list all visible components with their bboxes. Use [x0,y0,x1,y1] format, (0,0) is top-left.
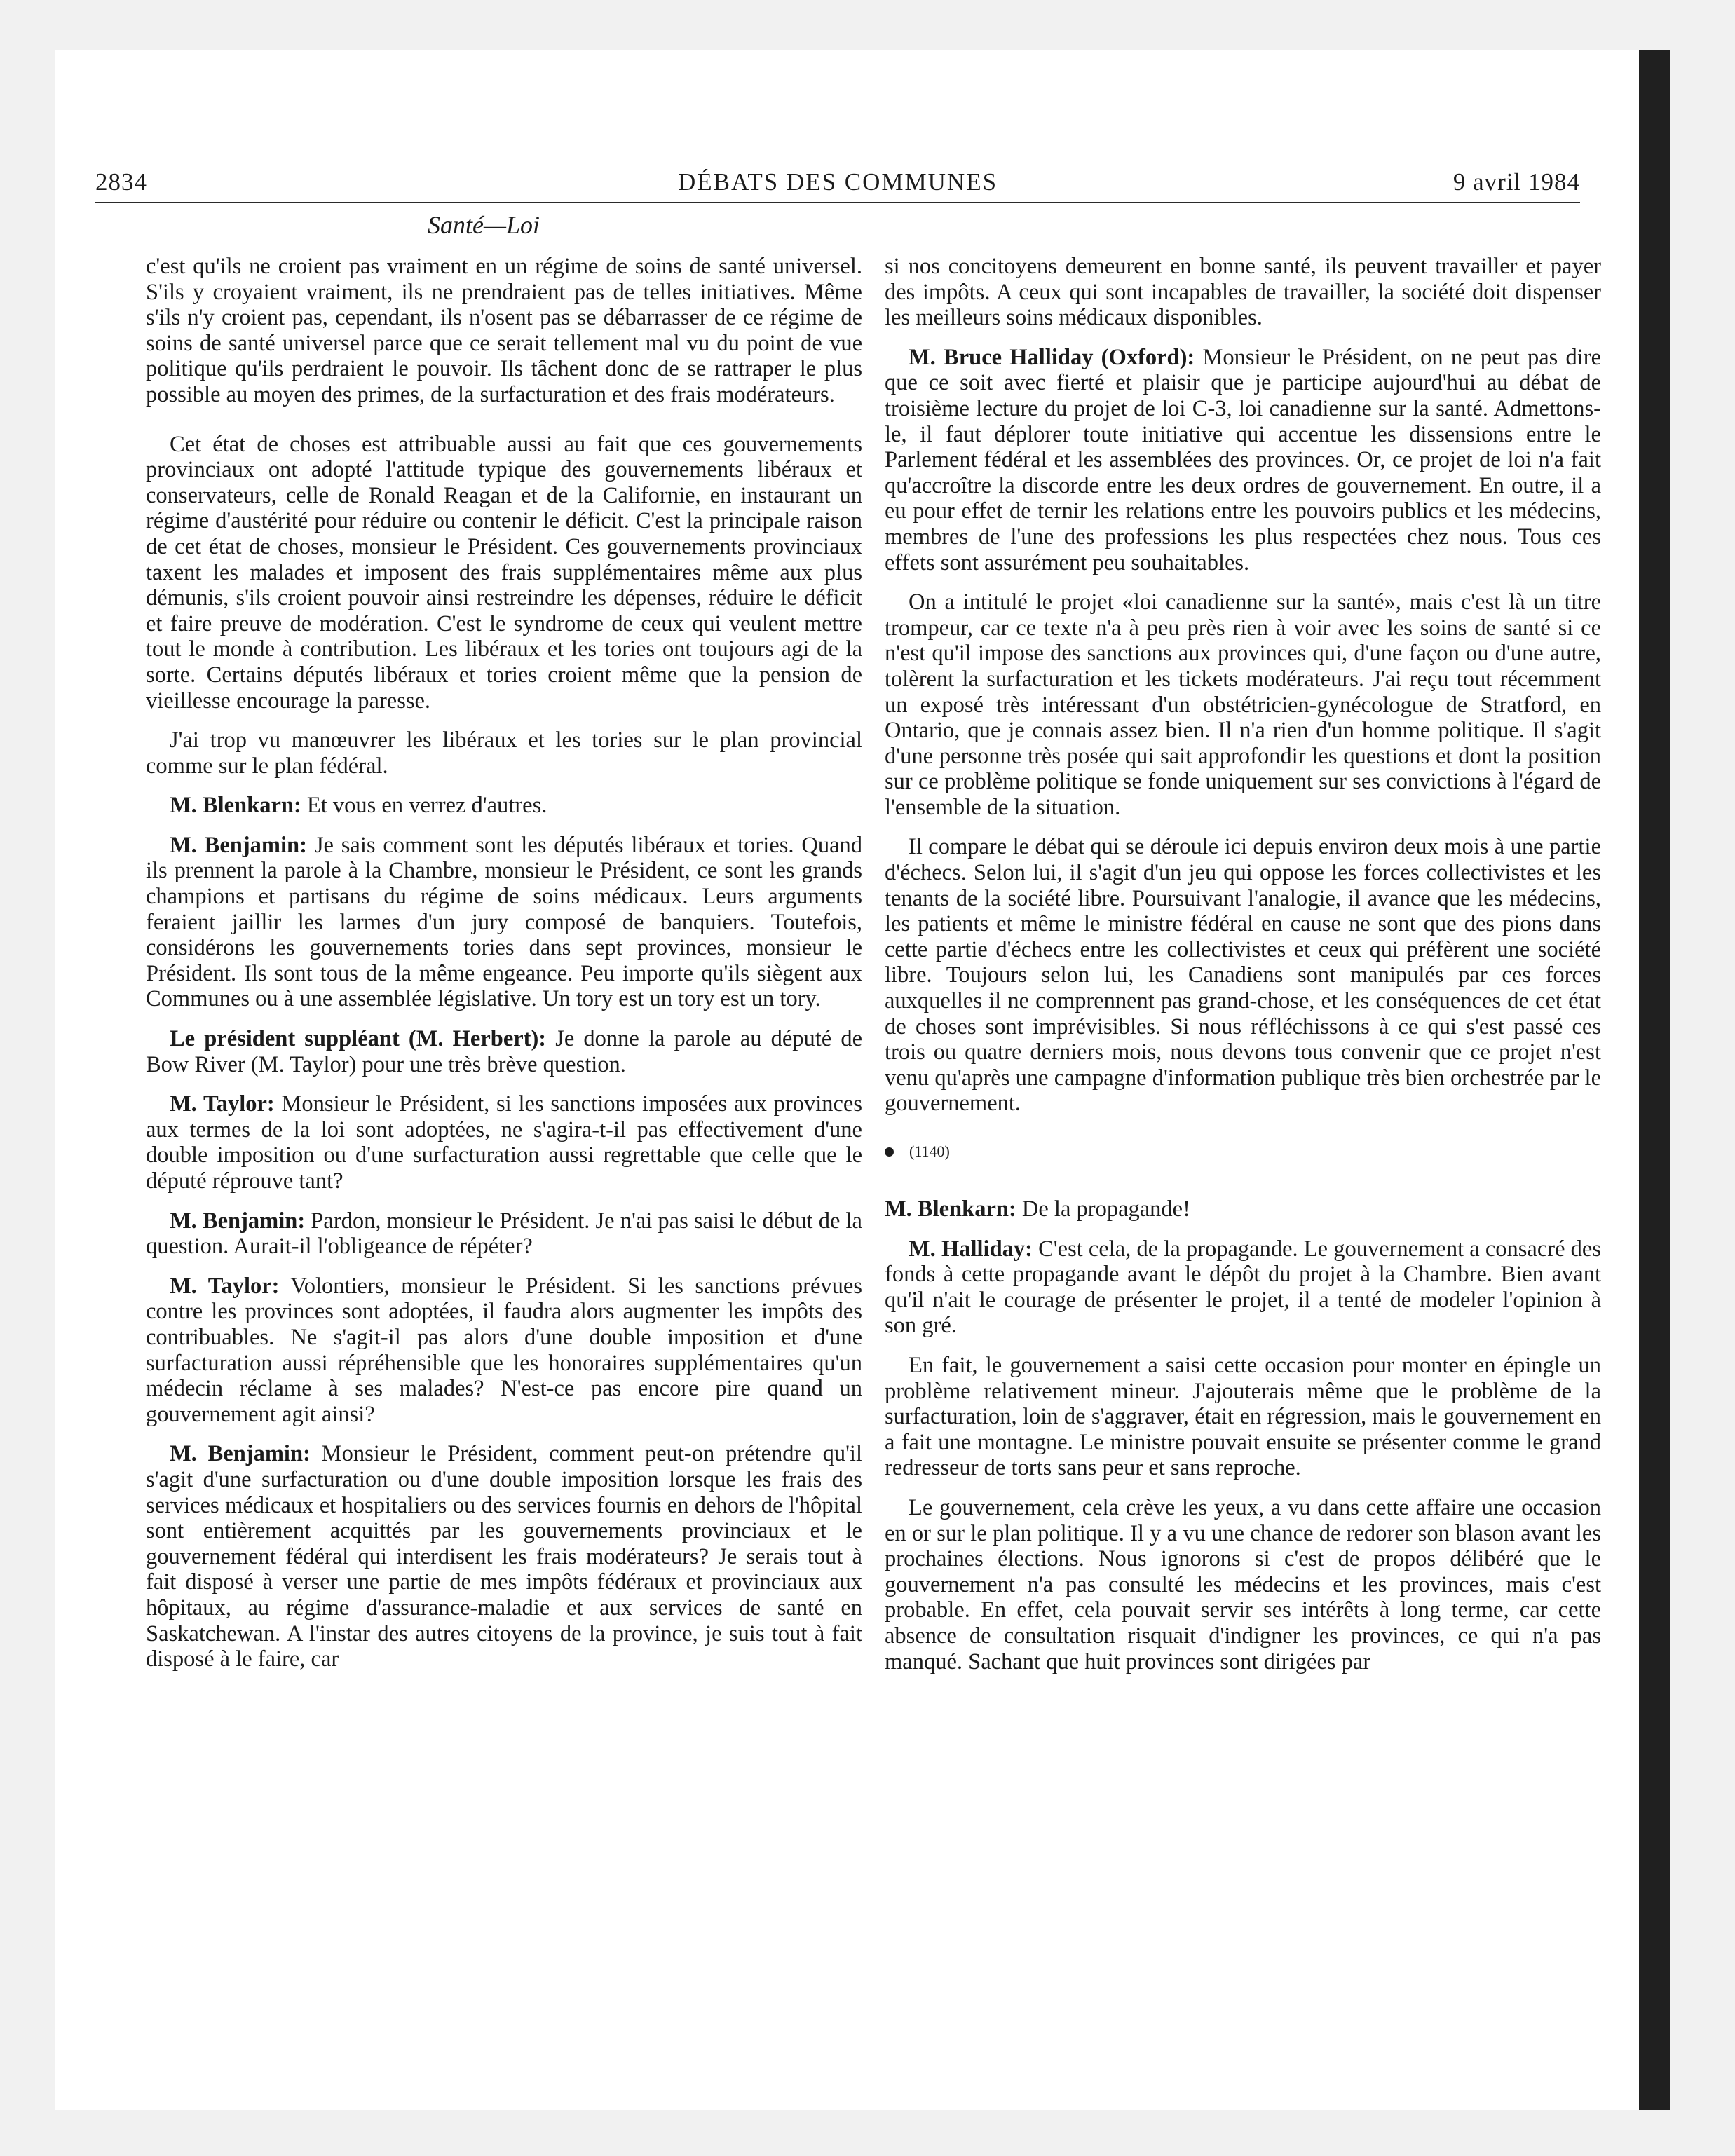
paragraph-text: On a intitulé le projet «loi canadienne sur la santé», mais c'est là un titre trompeur, car ce texte n'a à peu près rien à voir avec les soins de santé si ce n'est qu'il impose des sanctions aux provinces qui, d'une façon ou d'une autre, tolèrent la surfacturation et les tickets modérateurs. J'ai reçu tout récemment un exposé très intéressant d'un obstétricien-gynécologue de Stratford, en Ontario, que je connais assez bien. Il n'a rien d'un homme politique. Il s'agit d'une personne très posée qui sait approfondir les questions et dont la position sur ce problème politique se fonde uniquement sur ses convictions à l'égard de l'ensemble de la situation. [885,589,1601,820]
speaker-name: M. Benjamin: [170,832,307,858]
page-number: 2834 [95,168,147,196]
paragraph [885,345,1601,575]
paragraph [146,432,862,714]
running-head [95,160,1580,203]
speaker-name: M. Blenkarn: [170,793,301,819]
speaker-name: M. Taylor: [170,1273,280,1299]
paragraph [146,793,862,819]
bullet-icon [885,1147,894,1157]
left-column [146,254,862,1686]
speaker-name: M. Benjamin: [170,1208,306,1234]
issue-date: 9 avril 1984 [1452,168,1580,196]
speaker-name: Le président suppléant (M. Herbert): [170,1026,547,1052]
scan-edge-shadow [1639,50,1670,2110]
paragraph [885,254,1601,331]
speaker-name: M. Taylor: [170,1091,275,1117]
paragraph-text: si nos concitoyens demeurent en bonne santé, ils peuvent travailler et payer des impôts. A ceux qui sont incapables de travailler, la société doit dispenser les meilleurs soins médicaux disponibles. [885,254,1601,331]
paragraph-text: Et vous en verrez d'autres. [301,793,547,819]
paragraph [146,1026,862,1077]
right-column [885,254,1601,1688]
paragraph-text: Cet état de choses est attribuable aussi au fait que ces gouvernements provinciaux ont adopté l'attitude typique des gouvernements libéraux et conservateurs, celle de Ronald Reagan et de la Californie, en instaurant un régime d'austérité pour réduire ou contenir le déficit. C'est la principale raison de cet état de choses, monsieur le Président. Ces gouvernements provinciaux taxent les malades et imposent des frais supplémentaires même aux plus démunis, s'ils croient pouvoir ainsi restreindre les dépenses, réduire le déficit et faire preuve de modération. C'est le syndrome de ceux qui veulent mettre tout le monde à contribution. Les libéraux et les tories ont toujours agi de la sorte. Certains députés libéraux et tories croient même que la pension de vieillesse encourage la paresse. [146,431,862,714]
paragraph [146,254,862,408]
paragraph-text: En fait, le gouvernement a saisi cette occasion pour monter en épingle un problème relativement mineur. J'ajouterais même que le problème de la surfacturation, loin de s'aggraver, était en régression, mais le gouvernement en a fait une montagne. Le ministre pouvait ensuite se présenter comme le grand redresseur de torts sans peur et sans reproche. [885,1352,1601,1481]
paragraph-text: Il compare le débat qui se déroule ici depuis environ deux mois à une partie d'échecs. Selon lui, il s'agit d'un jeu qui oppose les forces collectivistes et les tenants de la société libre. Poursuivant l'analogie, il avance que les médecins, les patients et même le ministre fédéral en cause ne sont que des pions dans cette partie d'échecs entre les collectivistes et ceux qui préfèrent une société libre. Toujours selon lui, les Canadiens sont manipulés par ces forces auxquelles il ne comprennent pas grand-chose, et les conséquences de cet état de choses sont imprévisibles. Si nous réfléchissons à ce qui s'est passé ces trois ou quatre derniers mois, nous devons tous convenir que ce projet n'est venu qu'après une campagne d'information publique très bien orchestrée par le gouvernement. [885,834,1601,1117]
paragraph-text: Le gouvernement, cela crève les yeux, a vu dans cette affaire une occasion en or sur le plan politique. Il y a vu une chance de redorer son blason avant les prochaines élections. Nous ignorons si c'est de propos délibéré que le gouvernement n'a pas consulté les médecins et les provinces, mais c'est probable. En effet, cela pouvait servir ses intérêts à long terme, car cette absence de consultation risquait d'indigner les provinces, ce qui n'a pas manqué. Sachant que huit provinces sont dirigées par [885,1494,1601,1674]
timestamp-marker [885,1142,1601,1161]
timestamp-text: (1140) [909,1142,950,1160]
paragraph [146,1441,862,1672]
paragraph [885,1353,1601,1481]
speaker-name: M. Benjamin: [170,1441,311,1467]
speaker-name: M. Bruce Halliday (Oxford): [909,344,1195,370]
paragraph-text: c'est qu'ils ne croient pas vraiment en un régime de soins de santé universel. S'ils y croyaient vraiment, ils ne prendraient pas de telles initiatives. Même s'ils n'y croient pas, cependant, ils n'osent pas se débarrasser de ce régime de soins de santé universel parce que ce serait tellement mal vu du point de vue politique qu'ils perdraient le pouvoir. Ils tâchent donc de se rattraper le plus possible au moyen des primes, de la surfacturation et des frais modérateurs. [146,254,862,407]
paragraph-text: De la propagande! [1016,1196,1190,1222]
paragraph [885,1236,1601,1339]
section-title: Santé—Loi [428,211,540,239]
paragraph [885,834,1601,1117]
paragraph-text: Monsieur le Président, comment peut-on prétendre qu'il s'agit d'une surfacturation ou d'une double imposition lorsque les frais des services médicaux et hospitaliers ou des services fournis en dehors de l'hôpital sont entièrement acquittés par les gouvernements provinciaux et le gouvernement fédéral qui interdisent les frais modérateurs? Je serais tout à fait disposé à verser une partie de mes impôts fédéraux et provinciaux aux hôpitaux, au régime d'assurance-maladie et aux services de santé en Saskatchewan. A l'instar des autres citoyens de la province, je suis tout à fait disposé à le faire, car [146,1441,862,1672]
publication-title: DÉBATS DES COMMUNES [677,168,998,196]
paragraph-text: J'ai trop vu manœuvrer les libéraux et les tories sur le plan provincial comme sur le plan fédéral. [146,728,862,779]
paragraph [146,1091,862,1194]
paragraph [146,833,862,1012]
paragraph [885,1495,1601,1674]
paragraph-text: Je donne la parole au député de Bow River (M. Taylor) pour une très brève question. [146,1026,862,1077]
paragraph [885,589,1601,820]
paragraph [146,1208,862,1260]
paragraph [146,728,862,779]
paragraph-text: C'est cela, de la propagande. Le gouvernement a consacré des fonds à cette propagande avant le dépôt du projet à la Chambre. Bien avant qu'il n'ait le courage de présenter le projet, il a tenté de modeler l'opinion à son gré. [885,1236,1601,1339]
paragraph-text: Monsieur le Président, si les sanctions imposées aux provinces aux termes de la loi sont adoptées, ne s'agira-t-il pas effectivement d'une double imposition ou d'une surfacturation aussi regrettable que celle que le député réprouve tant? [146,1091,862,1194]
paragraph-text: Pardon, monsieur le Président. Je n'ai pas saisi le début de la question. Aurait-il l'obligeance de répéter? [146,1208,862,1260]
paragraph-text: Je sais comment sont les députés libéraux et tories. Quand ils prennent la parole à la Chambre, monsieur le Président, ce sont les grands champions et partisans du régime de soins médicaux. Leurs arguments feraient jaillir les larmes d'un jury composé de banquiers. Toutefois, considérons les gouvernements tories dans sept provinces, monsieur le Président. Ils sont tous de la même engeance. Peu importe qu'ils siègent aux Communes ou à une assemblée législative. Un tory est un tory est un tory. [146,832,862,1012]
paragraph [885,1196,1601,1222]
speaker-name: M. Blenkarn: [885,1196,1016,1222]
paragraph-text: Volontiers, monsieur le Président. Si les sanctions prévues contre les provinces sont adoptées, il faudra alors augmenter les impôts des contribuables. Ne s'agit-il pas alors d'une double imposition et d'une surfacturation aussi répréhensible que les honoraires supplémentaires qu'un médecin réclame à ses malades? N'est-ce pas encore pire quand un gouvernement agit ainsi? [146,1273,862,1427]
speaker-name: M. Halliday: [909,1236,1033,1262]
paragraph [146,1274,862,1428]
paragraph-text: Monsieur le Président, on ne peut pas dire que ce soit avec fierté et plaisir que je participe aujourd'hui au débat de troisième lecture du projet de loi C-3, loi canadienne sur la santé. Admettons-le, il faut déplorer toute initiative qui accentue les dissensions entre le Parlement fédéral et les assemblées des provinces. Or, ce projet de loi n'a fait qu'accroître la discorde entre les deux ordres de gouvernement. En outre, il a eu pour effet de ternir les relations entre les pouvoirs publics et les médecins, membres de l'une des professions les plus respectées chez nous. Tous ces effets sont assurément peu souhaitables. [885,344,1602,575]
